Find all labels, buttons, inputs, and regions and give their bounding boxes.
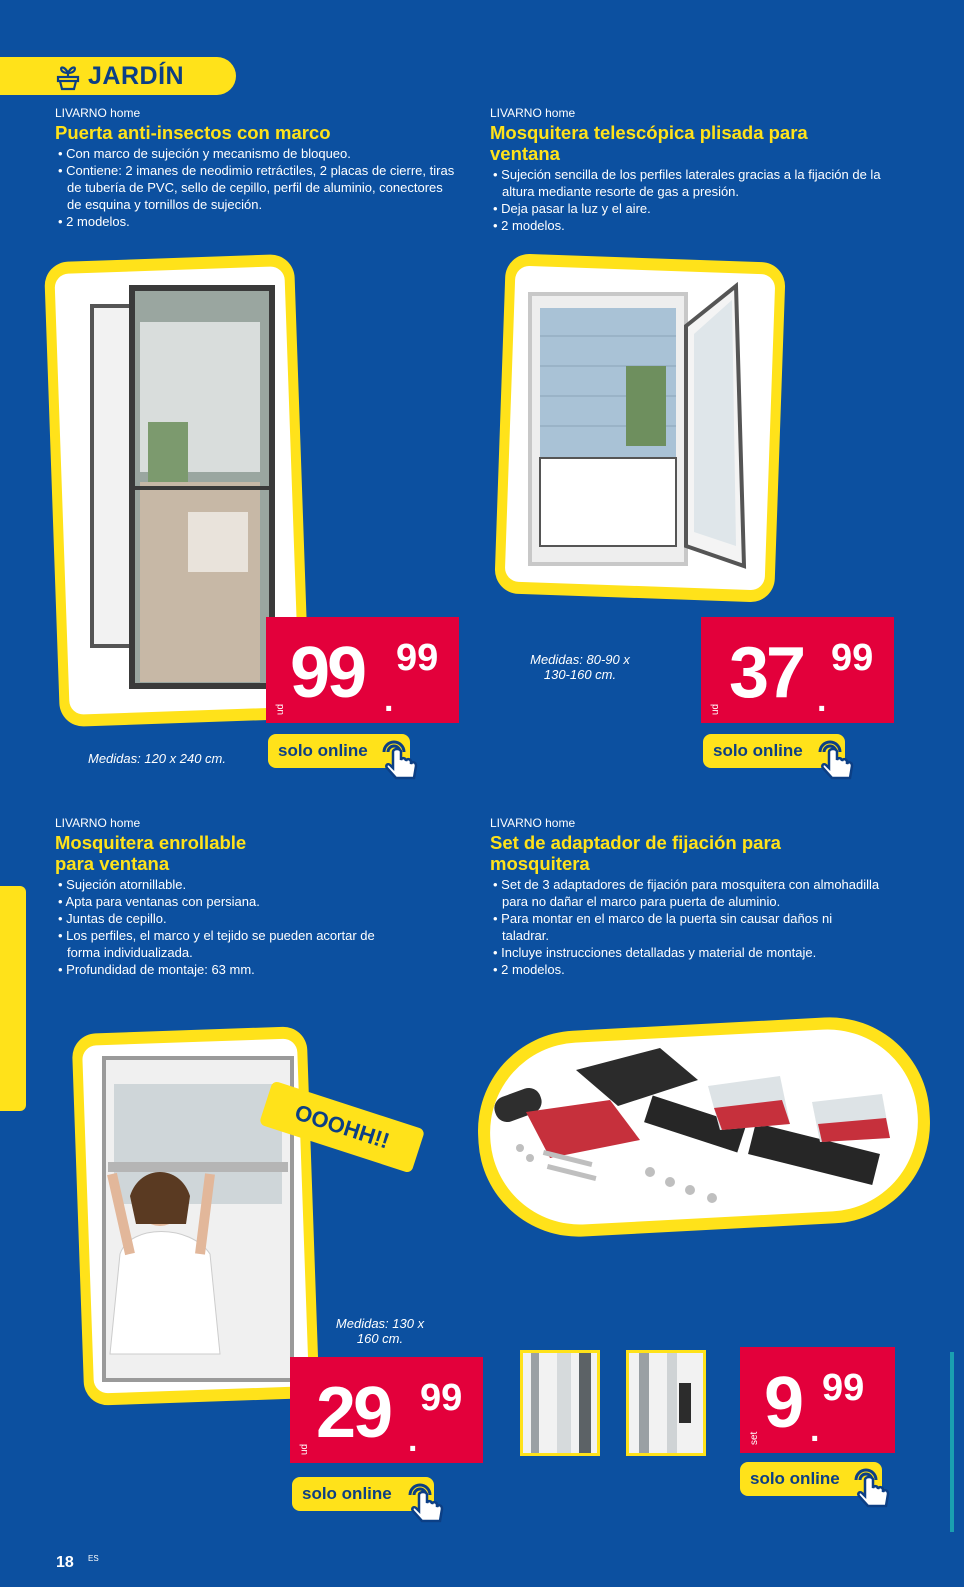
section-tab (0, 57, 236, 95)
price-tag (290, 1357, 483, 1463)
price-unit: ud (275, 703, 286, 715)
feature-item: • Sujeción sencilla de los perfiles laterales gracias a la fijación de la altura mediante resorte de gas a presión. (490, 166, 890, 200)
product-title: Set de adaptador de fijación para mosquitera (490, 832, 781, 874)
edge-marker (0, 886, 26, 1111)
solo-online-label: solo online (278, 741, 368, 760)
feature-item: • Incluye instrucciones detalladas y material de montaje. (490, 944, 880, 961)
price-unit: ud (299, 1443, 310, 1455)
price-dot: . (384, 681, 394, 719)
pointer-hand-icon (848, 1462, 896, 1510)
feature-item: • 2 modelos. (490, 961, 880, 978)
price-whole: 99 (290, 633, 365, 713)
price-cents: 99 (396, 637, 439, 679)
solo-online-label: solo online (750, 1469, 840, 1488)
feature-item: • Profundidad de montaje: 63 mm. (55, 961, 375, 978)
price-dot: . (810, 1411, 820, 1449)
price-cents: 99 (420, 1377, 463, 1419)
feature-item: • 2 modelos. (490, 217, 890, 234)
section-title: JARDÍN (88, 61, 185, 90)
dimensions-note: Medidas: 130 x 160 cm. (335, 1316, 425, 1346)
adapter-set-image (490, 1040, 910, 1220)
pointer-hand-icon (376, 734, 424, 782)
frame-profile (557, 1353, 571, 1453)
feature-item: • Juntas de cepillo. (55, 910, 375, 927)
price-whole: 37 (729, 633, 804, 713)
price-unit: set (749, 1431, 760, 1445)
feature-list (490, 876, 880, 978)
price-cents: 99 (831, 637, 874, 679)
product-card-roller-screen (55, 816, 375, 978)
frame-profile (639, 1353, 649, 1453)
feature-item: • Los perfiles, el marco y el tejido se pueden acortar de forma individualizada. (55, 927, 375, 961)
feature-item: • Para montar en el marco de la puerta sin causar daños ni taladrar. (490, 910, 880, 944)
feature-item: • Sujeción atornillable. (55, 876, 375, 893)
sticker-label: OOOHH!! (291, 1099, 393, 1154)
feature-list (55, 876, 375, 978)
feature-item: • Set de 3 adaptadores de fijación para mosquitera con almohadilla para no dañar el marco para puerta de aluminio. (490, 876, 880, 910)
price-cents: 99 (822, 1367, 865, 1409)
pleated-window-image (526, 276, 756, 576)
brand: LIVARNO home (55, 816, 141, 830)
product-title: Puerta anti-insectos con marco (55, 122, 331, 143)
price-unit: ud (710, 703, 721, 715)
brand: LIVARNO home (55, 106, 141, 120)
product-title: Mosquitera enrollable para ventana (55, 832, 247, 874)
adapter-detail (679, 1383, 691, 1423)
detail-photo-2 (626, 1350, 706, 1456)
dimensions-note: Medidas: 80-90 x 130-160 cm. (530, 652, 630, 682)
pointer-hand-icon (402, 1477, 450, 1525)
price-dot: . (817, 681, 827, 719)
product-card-pleated-screen (490, 106, 890, 234)
flower-pot-icon (56, 61, 80, 91)
dimensions-note: Medidas: 120 x 240 cm. (87, 751, 227, 766)
solo-online-label: solo online (302, 1484, 392, 1503)
price-tag (740, 1347, 895, 1453)
product-card-adapter-set (490, 816, 880, 978)
solo-online-label: solo online (713, 741, 803, 760)
price-tag (701, 617, 894, 723)
frame-profile (667, 1353, 677, 1453)
price-tag (266, 617, 459, 723)
page-number: 18 (56, 1554, 74, 1571)
feature-item: • 2 modelos. (55, 213, 455, 230)
feature-list (55, 145, 455, 230)
price-dot: . (408, 1421, 418, 1459)
product-title: Mosquitera telescópica plisada para ventana (490, 122, 808, 164)
edge-marker-right (950, 1352, 954, 1532)
frame-profile (531, 1353, 539, 1453)
product-card-door-screen (55, 106, 455, 230)
feature-item: • Contiene: 2 imanes de neodimio retráctiles, 2 placas de cierre, tiras de tubería de PVC, sello de cepillo, perfil de aluminio, conectores de esquina y tornillos de sujeción. (55, 162, 455, 213)
frame-profile (579, 1353, 591, 1453)
language-code: ES (88, 1554, 99, 1563)
brand: LIVARNO home (490, 106, 576, 120)
door-screen-image (88, 282, 280, 694)
price-whole: 29 (316, 1373, 391, 1453)
detail-photo-1 (520, 1350, 600, 1456)
feature-item: • Deja pasar la luz y el aire. (490, 200, 890, 217)
pointer-hand-icon (812, 734, 860, 782)
price-whole: 9 (764, 1363, 802, 1443)
feature-list (490, 166, 890, 234)
brand: LIVARNO home (490, 816, 576, 830)
feature-item: • Con marco de sujeción y mecanismo de bloqueo. (55, 145, 455, 162)
feature-item: • Apta para ventanas con persiana. (55, 893, 375, 910)
